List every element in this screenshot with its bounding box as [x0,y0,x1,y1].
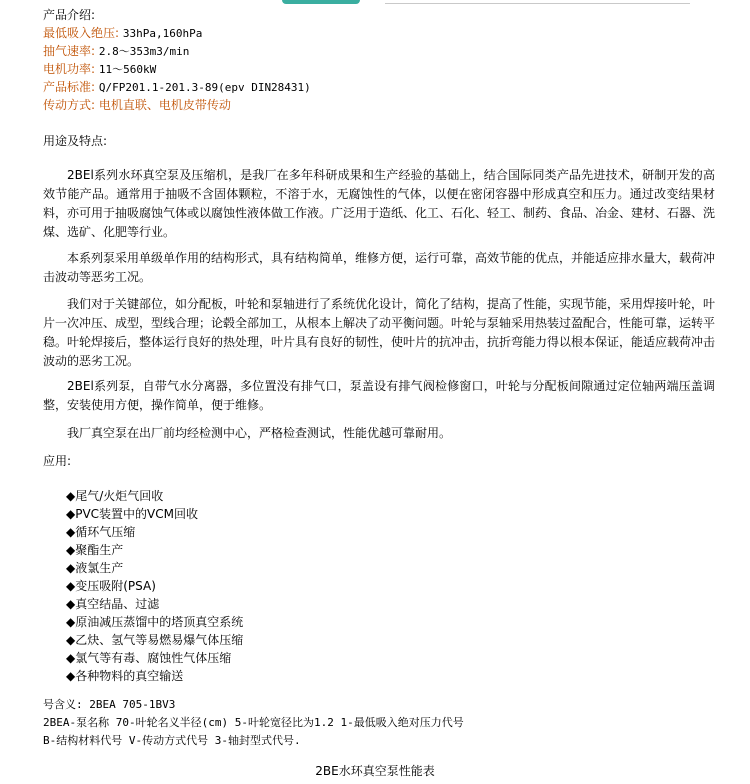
spec-label: 产品标准: [43,80,96,94]
header-rule [385,3,690,4]
list-item: ◆尾气/火炬气回收 [66,489,164,503]
product-intro [43,6,311,114]
model-line: B-结构材料代号 V-传动方式代号 3-轴封型式代号. [43,734,301,747]
spec-value: Q/FP201.1-201.3-89(epv DIN28431) [98,81,311,94]
applications-list [66,487,243,685]
spec-value: 2.8～353m3/min [98,45,190,58]
list-item: ◆聚酯生产 [66,543,124,557]
spec-value: 11～560kW [98,63,157,76]
applications-heading: 应用: [43,454,72,468]
list-item: ◆循环气压缩 [66,525,136,539]
header-graphic [282,0,360,4]
list-item: ◆液氯生产 [66,561,124,575]
paragraph-separator: 2BEl系列泵，自带气水分离器，多位置没有排气口，泵盖设有排气阀检修窗口，叶轮与分配板间隙通过定位轴两端压盖调整，安装使用方便，操作简单，便于维修。 [43,379,715,412]
spec-motor-power [43,60,311,78]
paragraph-intro: 2BEl系列水环真空泵及压缩机，是我厂在多年科研成果和生产经验的基础上，结合国际同类产品先进技术，研制开发的高效节能产品。通常用于抽吸不含固体颗粒，不溶于水，无腐蚀性的气体，以便在密闭容器中形成真空和压力。通过改变结果材料，亦可用于抽吸腐蚀气体或以腐蚀性液体做工作液。广泛用于造纸、化工、石化、轻工、制药、食品、冶金、建材、石器、洗煤、选矿、化肥等行业。 [43,168,716,239]
paragraph-structure: 本系列泵采用单级单作用的结构形式，具有结构简单，维修方便，运行可靠，高效节能的优点，并能适应排水量大，载荷冲击波动等恶劣工况。 [43,251,716,284]
spec-standard [43,78,311,96]
spec-label: 抽气速率: [43,44,96,58]
paragraph-quality: 我厂真空泵在出厂前均经检测中心，严格检查测试，性能优越可靠耐用。 [67,426,452,440]
list-item: ◆乙炔、氢气等易燃易爆气体压缩 [66,633,244,647]
list-item: ◆PVC装置中的VCM回收 [66,507,198,521]
spec-label: 传动方式: [43,98,96,112]
spec-label: 电机功率: [43,62,96,76]
model-designation [43,696,464,750]
list-item: ◆原油减压蒸馏中的塔顶真空系统 [66,615,244,629]
list-item: ◆氯气等有毒、腐蚀性气体压缩 [66,651,232,665]
spec-drive [43,96,311,114]
spec-label: 最低吸入绝压: [43,26,120,40]
list-item: ◆变压吸附(PSA) [66,579,156,593]
uses-heading: 用途及特点: [43,134,108,148]
spec-pumping-speed [43,42,311,60]
performance-table-title: 2BE水环真空泵性能表 [315,764,435,778]
spec-value: 电机直联、电机皮带传动 [98,98,231,112]
list-item: ◆各种物料的真空输送 [66,669,184,683]
paragraph-design: 我们对于关键部位，如分配板，叶轮和泵轴进行了系统优化设计，简化了结构，提高了性能，实现节能，采用焊接叶轮，叶片一次冲压、成型，型线合理；论毂全部加工，从根本上解决了动平衡问题。叶轮与泵轴采用热装过盈配合，性能可靠，运转平稳。叶轮焊接后，整体运行良好的热处理，叶片具有良好的韧性，使叶片的抗冲击，抗折弯能力得以根本保证，能适应载荷冲击波动的恶劣工况。 [43,297,716,368]
spec-value: 33hPa,160hPa [122,27,203,40]
spec-min-pressure [43,24,311,42]
model-line: 2BEA-泵名称 70-叶轮名义半径(cm) 5-叶轮宽径比为1.2 1-最低吸入绝对压力代号 [43,716,464,729]
list-item: ◆真空结晶、过滤 [66,597,160,611]
intro-heading: 产品介绍: [43,8,96,22]
model-line: 号含义: 2BEA 705-1BV3 [43,698,176,711]
